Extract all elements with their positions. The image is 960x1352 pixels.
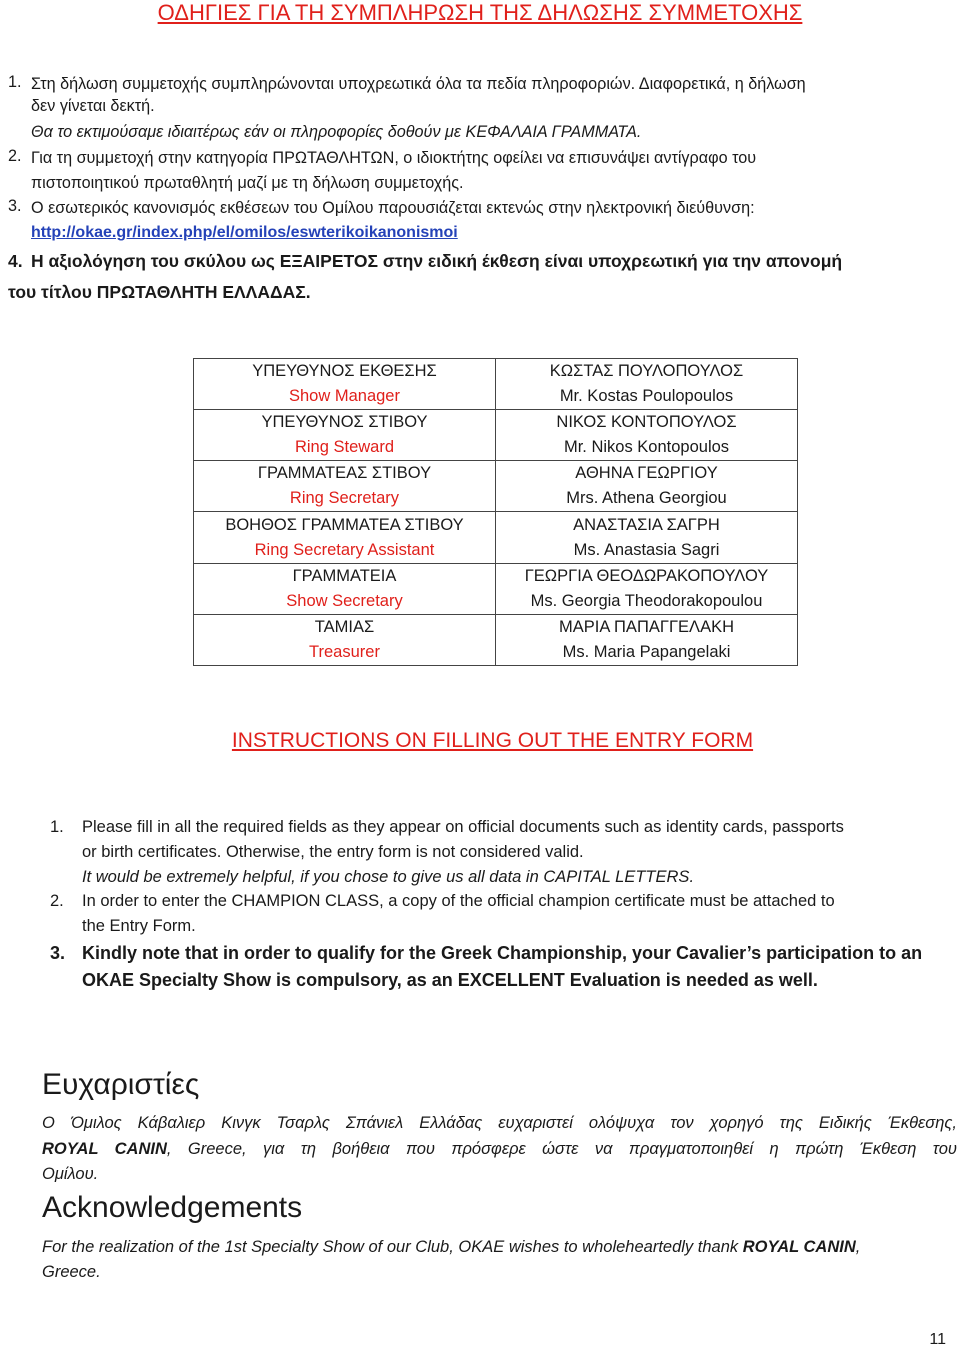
table-row	[194, 359, 798, 410]
greek-instructions-title: ΟΔΗΓΙΕΣ ΓΙΑ ΤΗ ΣΥΜΠΛΗΡΩΣΗ ΤΗΣ ΔΗΛΩΣΗΣ ΣΥΜΜΕΤΟΧΗΣ	[157, 0, 803, 25]
role-cell	[194, 563, 496, 614]
table-row	[194, 512, 798, 563]
role-cell	[194, 359, 496, 410]
acknowledgements-line: Greece.	[42, 1263, 101, 1281]
list-item-text: OKAE Specialty Show is compulsory, as an EXCELLENT Evaluation is needed as well.	[82, 970, 818, 990]
thanks-greek-line	[42, 1136, 957, 1162]
acknowledgements-text: ,	[855, 1238, 861, 1256]
table-row	[194, 410, 798, 461]
english-instructions-title: INSTRUCTIONS ON FILLING OUT THE ENTRY FORM	[231, 729, 754, 752]
role-greek: ΥΠΕΥΘΥΝΟΣ ΕΚΘΕΣΗΣ	[252, 362, 437, 381]
role-cell	[194, 512, 496, 563]
list-item-text: του τίτλου ΠΡΩΤΑΘΛΗΤΗ ΕΛΛΑΔΑΣ.	[8, 282, 311, 302]
list-item-text: Kindly note that in order to qualify for the Greek Championship, your Cavalier’s participation to an	[82, 943, 923, 963]
role-greek: ΒΟΗΘΟΣ ΓΡΑΜΜΑΤΕΑ ΣΤΙΒΟΥ	[225, 515, 464, 534]
name-cell	[496, 359, 798, 410]
list-item-text: Ο εσωτερικός κανονισμός εκθέσεων του Ομίλου παρουσιάζεται εκτενώς στην ηλεκτρονική διεύθυνση:	[31, 199, 755, 217]
thanks-greek-heading: Ευχαριστίες	[42, 1068, 200, 1101]
list-number: 2.	[50, 892, 64, 910]
list-item-text: Στη δήλωση συμμετοχής συμπληρώνονται υποχρεωτικά όλα τα πεδία πληροφοριών. Διαφορετικά, η δήλωση	[31, 75, 806, 93]
acknowledgements-line	[42, 1234, 957, 1260]
list-item-text: πιστοποιητικού πρωταθλητή μαζί με τη δήλωση συμμετοχής.	[31, 174, 464, 192]
role-english: Show Manager	[289, 387, 400, 406]
name-greek: ΓΕΩΡΓΙΑ ΘΕΟΔΩΡΑΚΟΠΟΥΛΟΥ	[524, 566, 769, 585]
acknowledgements-text: For the realization of the 1st Specialty Show of our Club, OKAE wishes to wholeheartedly thank	[42, 1238, 743, 1256]
name-cell	[496, 410, 798, 461]
name-greek: ΑΘΗΝΑ ΓΕΩΡΓΙΟΥ	[575, 464, 718, 483]
list-item-text: It would be extremely helpful, if you chose to give us all data in CAPITAL LETTERS.	[82, 868, 695, 886]
name-english: Mrs. Athena Georgiou	[566, 489, 727, 508]
list-number: 1.	[8, 73, 22, 91]
sponsor-name: ROYAL CANIN	[742, 1238, 856, 1256]
name-greek: ΝΙΚΟΣ ΚΟΝΤΟΠΟΥΛΟΣ	[556, 413, 737, 432]
thanks-greek-text: , Greece, για τη βοήθεια που πρόσφερε ώστε να πραγματοποιηθεί η πρώτη Έκθεση του	[166, 1140, 957, 1158]
list-number: 3.	[8, 197, 22, 215]
table-row	[194, 563, 798, 614]
thanks-greek-line: Ο Όμιλος Κάβαλιερ Κινγκ Τσαρλς Σπάνιελ Ελλάδας ευχαριστεί ολόψυχα τον χορηγό της Ειδικής Έκθεσης,	[42, 1114, 957, 1132]
show-staff-table	[193, 358, 798, 666]
name-cell	[496, 563, 798, 614]
name-greek: ΚΩΣΤΑΣ ΠΟΥΛΟΠΟΥΛΟΣ	[549, 362, 744, 381]
sponsor-name: ROYAL CANIN	[42, 1140, 167, 1158]
role-cell	[194, 410, 496, 461]
list-item-text: or birth certificates. Otherwise, the entry form is not considered valid.	[82, 843, 584, 861]
list-item-text: Η αξιολόγηση του σκύλου ως ΕΞΑΙΡΕΤΟΣ στην ειδική έκθεση είναι υποχρεωτική για την απονομή	[31, 251, 843, 271]
list-item-text: δεν γίνεται δεκτή.	[31, 97, 155, 115]
list-item-text: In order to enter the CHAMPION CLASS, a copy of the official champion certificate must be attached to	[82, 892, 835, 910]
list-item-text: Για τη συμμετοχή στην κατηγορία ΠΡΩΤΑΘΛΗΤΩΝ, ο ιδιοκτήτης οφείλει να επισυνάψει αντίγραφο του	[31, 149, 757, 167]
name-cell	[496, 512, 798, 563]
role-cell	[194, 461, 496, 512]
name-english: Mr. Kostas Poulopoulos	[559, 387, 734, 406]
table-row	[194, 614, 798, 665]
role-greek: ΤΑΜΙΑΣ	[314, 617, 375, 636]
list-item-text: Please fill in all the required fields as they appear on official documents such as identity cards, passports	[82, 818, 844, 836]
role-greek: ΓΡΑΜΜΑΤΕΑΣ ΣΤΙΒΟΥ	[257, 464, 432, 483]
name-english: Ms. Anastasia Sagri	[573, 540, 720, 559]
list-number: 2.	[8, 147, 22, 165]
list-number: 1.	[50, 818, 64, 836]
role-greek: ΥΠΕΥΘΥΝΟΣ ΣΤΙΒΟΥ	[261, 413, 428, 432]
thanks-greek-line: Ομίλου.	[42, 1165, 99, 1183]
role-english: Ring Secretary	[289, 489, 400, 508]
page-number: 11	[929, 1331, 946, 1348]
name-english: Ms. Georgia Theodorakopoulou	[530, 591, 763, 610]
name-cell	[496, 614, 798, 665]
role-english: Ring Secretary Assistant	[254, 540, 435, 559]
name-greek: ΜΑΡΙΑ ΠΑΠΑΓΓΕΛΑΚΗ	[559, 617, 734, 636]
name-english: Mr. Nikos Kontopoulos	[563, 438, 730, 457]
table-row	[194, 461, 798, 512]
list-item-text: Θα το εκτιμούσαμε ιδιαιτέρως εάν οι πληροφορίες δοθούν με ΚΕΦΑΛΑΙΑ ΓΡΑΜΜΑΤΑ.	[31, 123, 642, 141]
list-item-text: the Entry Form.	[82, 917, 196, 935]
name-greek: ΑΝΑΣΤΑΣΙΑ ΣΑΓΡΗ	[573, 515, 720, 534]
rules-link[interactable]: http://okae.gr/index.php/el/omilos/eswterikoikanonismoi	[31, 224, 458, 241]
role-english: Treasurer	[309, 642, 380, 661]
list-number: 4.	[8, 251, 23, 271]
acknowledgements-heading: Acknowledgements	[42, 1191, 303, 1224]
role-english: Show Secretary	[286, 591, 403, 610]
role-greek: ΓΡΑΜΜΑΤΕΙΑ	[292, 566, 397, 585]
role-english: Ring Steward	[294, 438, 395, 457]
name-cell	[496, 461, 798, 512]
role-cell	[194, 614, 496, 665]
list-number: 3.	[50, 943, 66, 963]
name-english: Ms. Maria Papangelaki	[562, 642, 731, 661]
